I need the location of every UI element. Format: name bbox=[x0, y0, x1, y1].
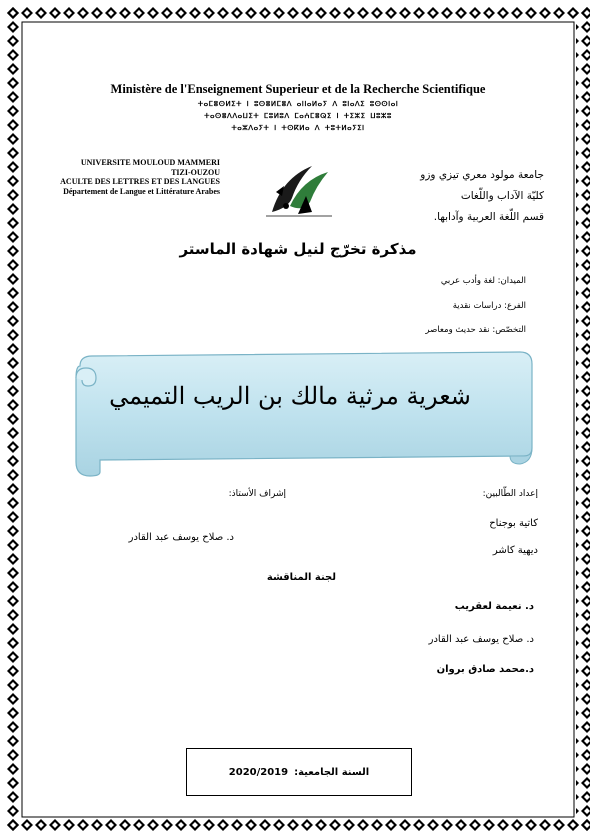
students-label: إعداد الطّالبين: bbox=[482, 489, 538, 499]
tifinagh-line-2: ⵜⴰⵙⴻⴷⴷⴰⵡⵉⵜ ⵎⵓⵍⵓⴷ ⵎⴰⵄⵎⴻⵕⵉ ⵏ ⵜⵉⵣⵉ ⵡⵓⵣⵓ bbox=[204, 112, 392, 120]
academic-year-label: السنة الجامعية: bbox=[294, 766, 370, 778]
title-scroll-banner bbox=[70, 350, 536, 478]
student-name-2: ديهية كاشر bbox=[492, 545, 538, 556]
university-name-fr: UNIVERSITE MOULOUD MAMMERI TIZI-OUZOU ACULTE DES LETTRES ET DES LANGUES Département de Langue et Littérature Arabes bbox=[60, 158, 220, 196]
university-name-ar: جامعة مولود معري تيزي وزو كليّة الآداب واللّغات قسم اللّغة العربية وآدابها. bbox=[420, 169, 544, 223]
tifinagh-line-3: ⵜⴰⵣⴷⴰⵢⵜ ⵏ ⵜⵙⴽⵍⴰ ⴷ ⵜⵓⵜⵍⴰⵢⵉⵏ bbox=[231, 124, 365, 132]
field-domain: الميدان: لغة وأدب عربي bbox=[440, 276, 526, 286]
committee-member-1: د. نعيمة لعقريب bbox=[454, 601, 534, 612]
thesis-title: شعرية مرثية مالك بن الريب التميمي bbox=[109, 382, 471, 410]
committee-member-2: د. صلاح يوسف عبد القادر bbox=[428, 634, 534, 645]
supervisor-label: إشراف الأستاذ: bbox=[228, 489, 286, 499]
committee-member-3: د.محمد صادق بروان bbox=[436, 664, 534, 675]
committee-title: لجنة المناقشة bbox=[266, 572, 336, 583]
university-logo bbox=[262, 158, 336, 222]
memo-title: مذكرة تخرّج لنيل شهادة الماستر bbox=[179, 240, 417, 258]
tifinagh-line-1: ⵜⴰⵎⴻⵙⵍⵉⵜ ⵏ ⵓⵙⴻⵍⵎⴻⴷ ⴰⵏⵏⴰⵍⴰⵢ ⴷ ⵓⵏⴰⴷⵉ ⵓⵙⵙⵏⴰⵏ bbox=[197, 100, 399, 108]
academic-year-value: 2020/2019 bbox=[228, 766, 289, 778]
ministry-title: Ministère de l'Enseignement Superieur et de la Recherche Scientifique bbox=[110, 82, 486, 96]
academic-year-box bbox=[186, 748, 412, 796]
supervisor-name: د. صلاح يوسف عبد القادر bbox=[128, 532, 234, 543]
field-branch: الفرع: دراسات نقدية bbox=[452, 301, 526, 311]
student-name-1: كاتية بوجناح bbox=[489, 518, 538, 529]
field-specialty: التخصّص: نقد حديث ومعاصر bbox=[425, 325, 526, 335]
